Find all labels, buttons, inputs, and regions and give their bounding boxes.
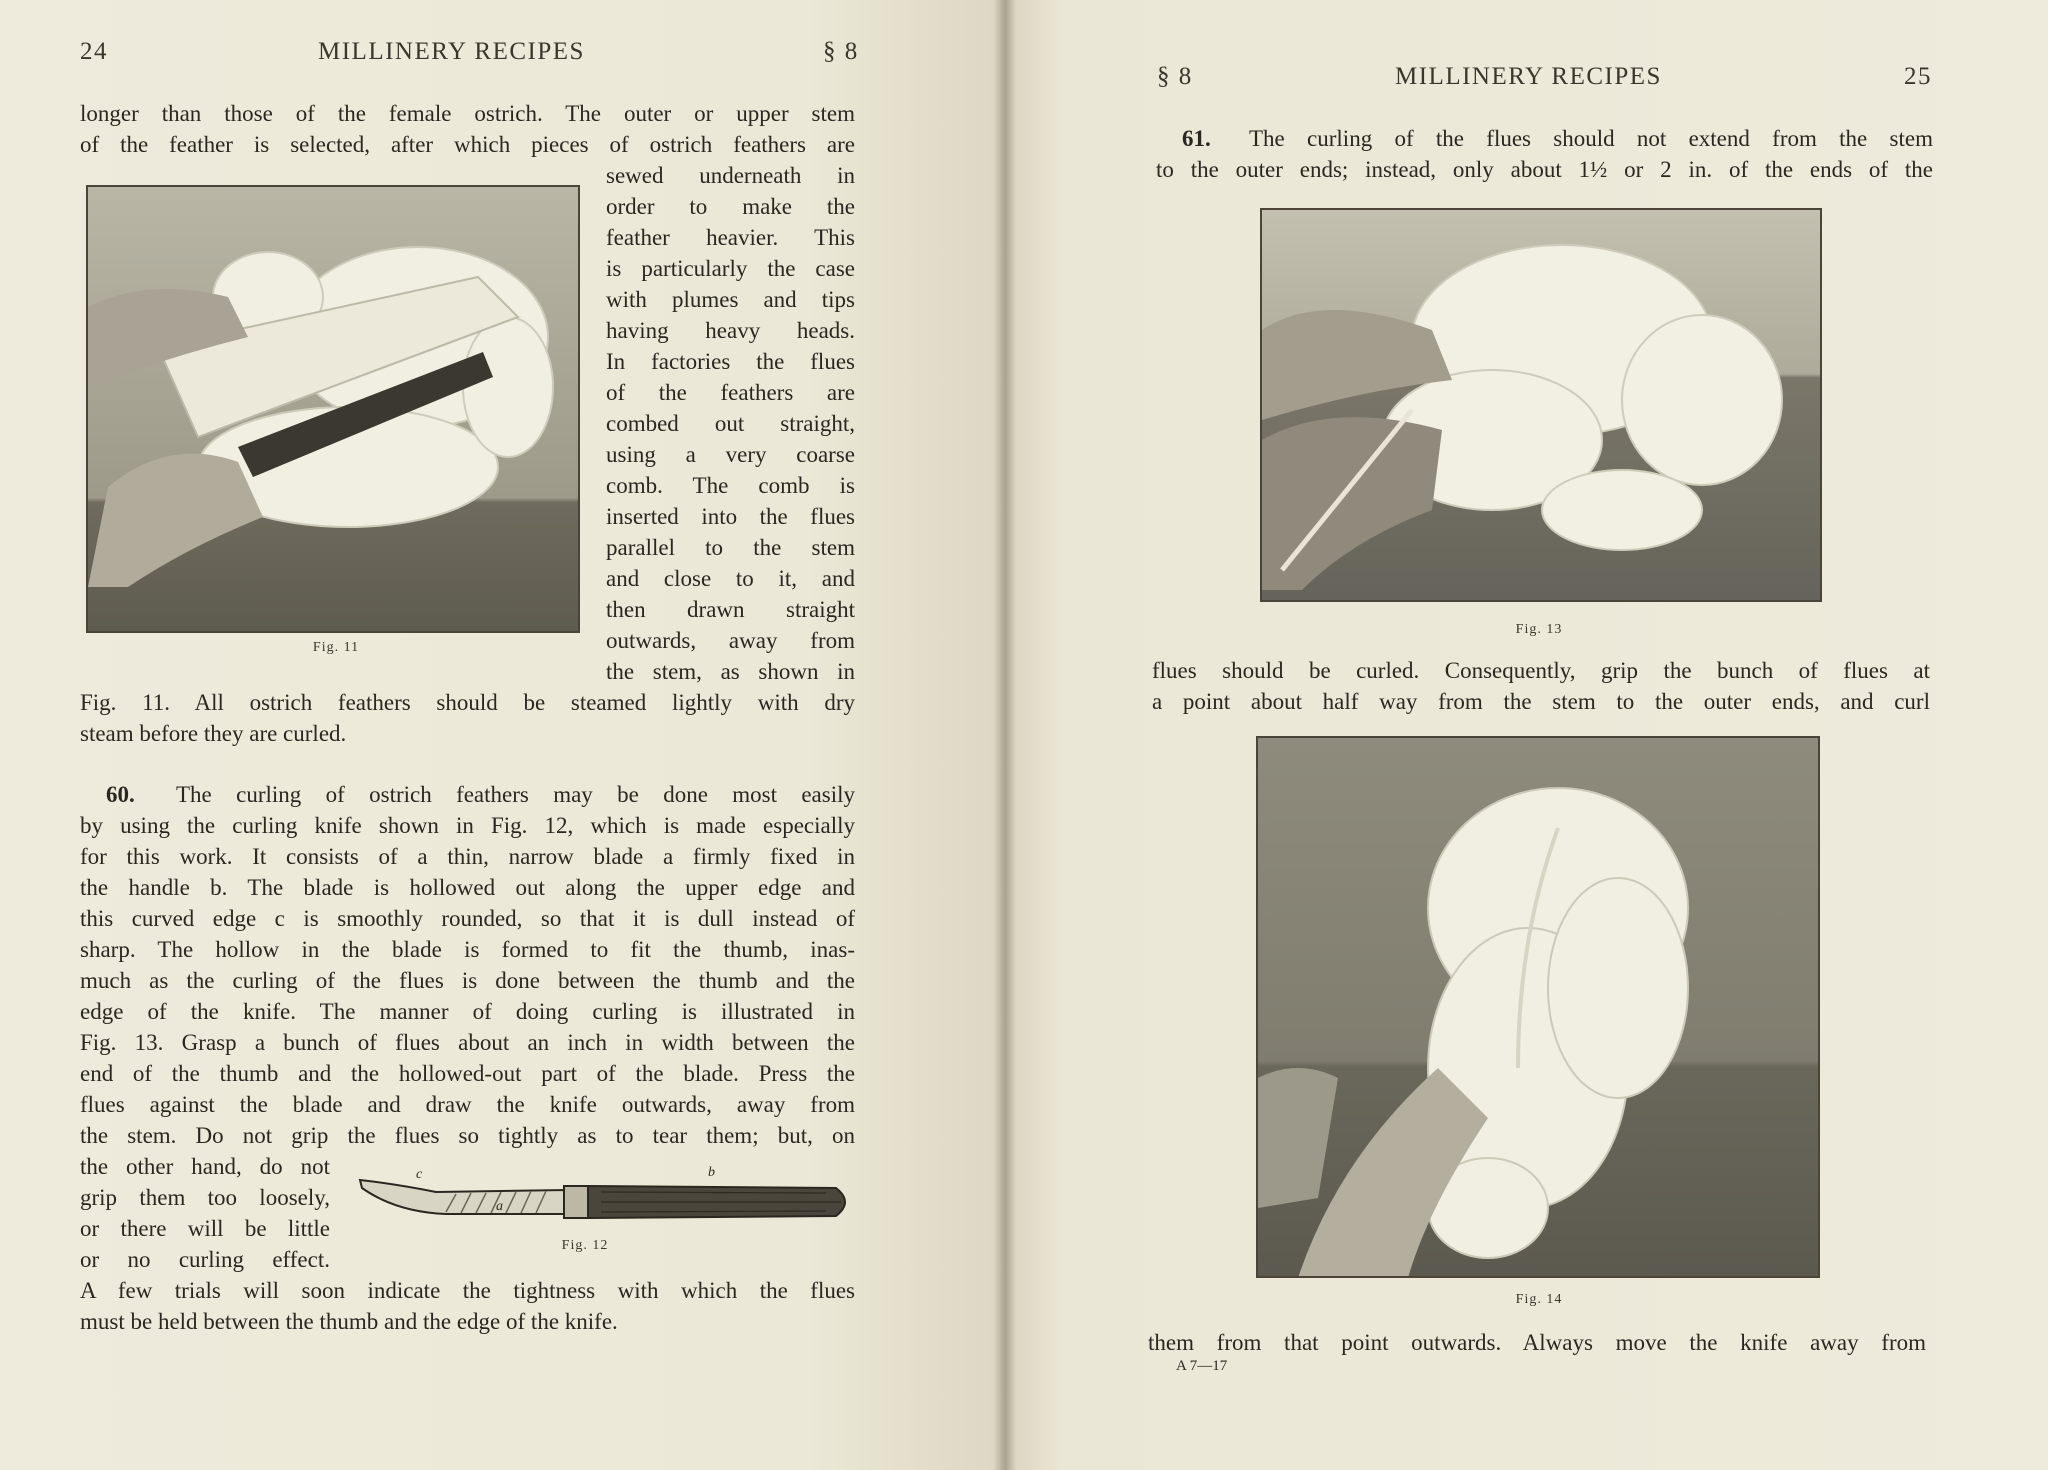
text-line: longer than those of the female ostrich. The outer or upper stem <box>80 101 855 126</box>
fig11-photo-feather-comb <box>86 185 580 633</box>
text-line: The curling of the flues should not extend from the stem <box>1249 126 1933 151</box>
text-line: of the feather is selected, after which pieces of ostrich feathers are <box>80 132 855 157</box>
text-line: having heavy heads. <box>606 318 855 343</box>
book-gutter <box>994 0 1016 1470</box>
signature-mark: A 7—17 <box>1176 1358 1228 1374</box>
text-line: comb. The comb is <box>606 473 855 498</box>
text-line: steam before they are curled. <box>80 721 347 746</box>
text-line: feather heavier. This <box>606 225 855 250</box>
fig13-photo-curling-flues <box>1260 208 1822 602</box>
text-line: outwards, away from <box>606 628 855 653</box>
fig12-caption: Fig. 12 <box>561 1238 609 1253</box>
fig11-caption: Fig. 11 <box>312 640 360 655</box>
text-line: flues should be curled. Consequently, grip the bunch of flues at <box>1152 658 1930 683</box>
fig12-label-a: a <box>496 1199 503 1214</box>
text-line: or no curling effect. <box>80 1247 330 1272</box>
paragraph-number-61: 61. <box>1182 126 1211 151</box>
text-line: with plumes and tips <box>606 287 855 312</box>
text-line: this curved edge c is smoothly rounded, so that it is dull instead of <box>80 906 855 931</box>
left-page-number: 24 <box>80 38 108 65</box>
right-page <box>1004 0 2048 1470</box>
text-line: or there will be little <box>80 1216 330 1241</box>
right-page-number: 25 <box>1904 63 1932 90</box>
text-line: A few trials will soon indicate the tightness with which the flues <box>80 1278 855 1303</box>
fig13-caption: Fig. 13 <box>1515 622 1563 637</box>
right-running-head: MILLINERY RECIPES <box>1395 63 1662 90</box>
text-line: to the outer ends; instead, only about 1½ or 2 in. of the ends of the <box>1156 157 1933 182</box>
fig14-caption: Fig. 14 <box>1515 1292 1563 1307</box>
text-line: flues against the blade and draw the knife outwards, away from <box>80 1092 855 1117</box>
text-line: sharp. The hollow in the blade is formed to fit the thumb, inas- <box>80 937 855 962</box>
fig14-photo-curled-feather <box>1256 736 1820 1278</box>
text-line: end of the thumb and the hollowed-out part of the blade. Press the <box>80 1061 855 1086</box>
text-line: then drawn straight <box>606 597 855 622</box>
text-line: combed out straight, <box>606 411 855 436</box>
right-section-mark: § 8 <box>1157 63 1193 90</box>
left-section-mark: § 8 <box>823 38 859 65</box>
text-line: The curling of ostrich feathers may be done most easily <box>176 782 855 807</box>
text-line: of the feathers are <box>606 380 855 405</box>
text-line: Fig. 11. All ostrich feathers should be steamed lightly with dry <box>80 690 855 715</box>
paragraph-number-60: 60. <box>106 782 135 807</box>
text-line: sewed underneath in <box>606 163 855 188</box>
text-line: the stem, as shown in <box>606 659 855 684</box>
left-page <box>0 0 1004 1470</box>
left-running-head: MILLINERY RECIPES <box>318 38 585 65</box>
text-line: order to make the <box>606 194 855 219</box>
text-line: using a very coarse <box>606 442 855 467</box>
text-line: inserted into the flues <box>606 504 855 529</box>
text-line: parallel to the stem <box>606 535 855 560</box>
text-line: them from that point outwards. Always move the knife away from <box>1148 1330 1926 1355</box>
text-line: for this work. It consists of a thin, narrow blade a firmly fixed in <box>80 844 855 869</box>
text-line: grip them too loosely, <box>80 1185 330 1210</box>
text-line: a point about half way from the stem to the outer ends, and curl <box>1152 689 1930 714</box>
fig12-curling-knife-illustration <box>356 1162 856 1242</box>
text-line: by using the curling knife shown in Fig. 12, which is made especially <box>80 813 855 838</box>
text-line: must be held between the thumb and the edge of the knife. <box>80 1309 618 1334</box>
text-line: edge of the knife. The manner of doing curling is illustrated in <box>80 999 855 1024</box>
text-line: In factories the flues <box>606 349 855 374</box>
text-line: much as the curling of the flues is done between the thumb and the <box>80 968 855 993</box>
text-line: is particularly the case <box>606 256 855 281</box>
text-line: the stem. Do not grip the flues so tightly as to tear them; but, on <box>80 1123 855 1148</box>
text-line: the handle b. The blade is hollowed out along the upper edge and <box>80 875 855 900</box>
text-line: and close to it, and <box>606 566 855 591</box>
text-line: Fig. 13. Grasp a bunch of flues about an inch in width between the <box>80 1030 855 1055</box>
text-line: the other hand, do not <box>80 1154 330 1179</box>
fig12-label-b: b <box>708 1165 715 1180</box>
fig12-label-c: c <box>416 1167 423 1182</box>
